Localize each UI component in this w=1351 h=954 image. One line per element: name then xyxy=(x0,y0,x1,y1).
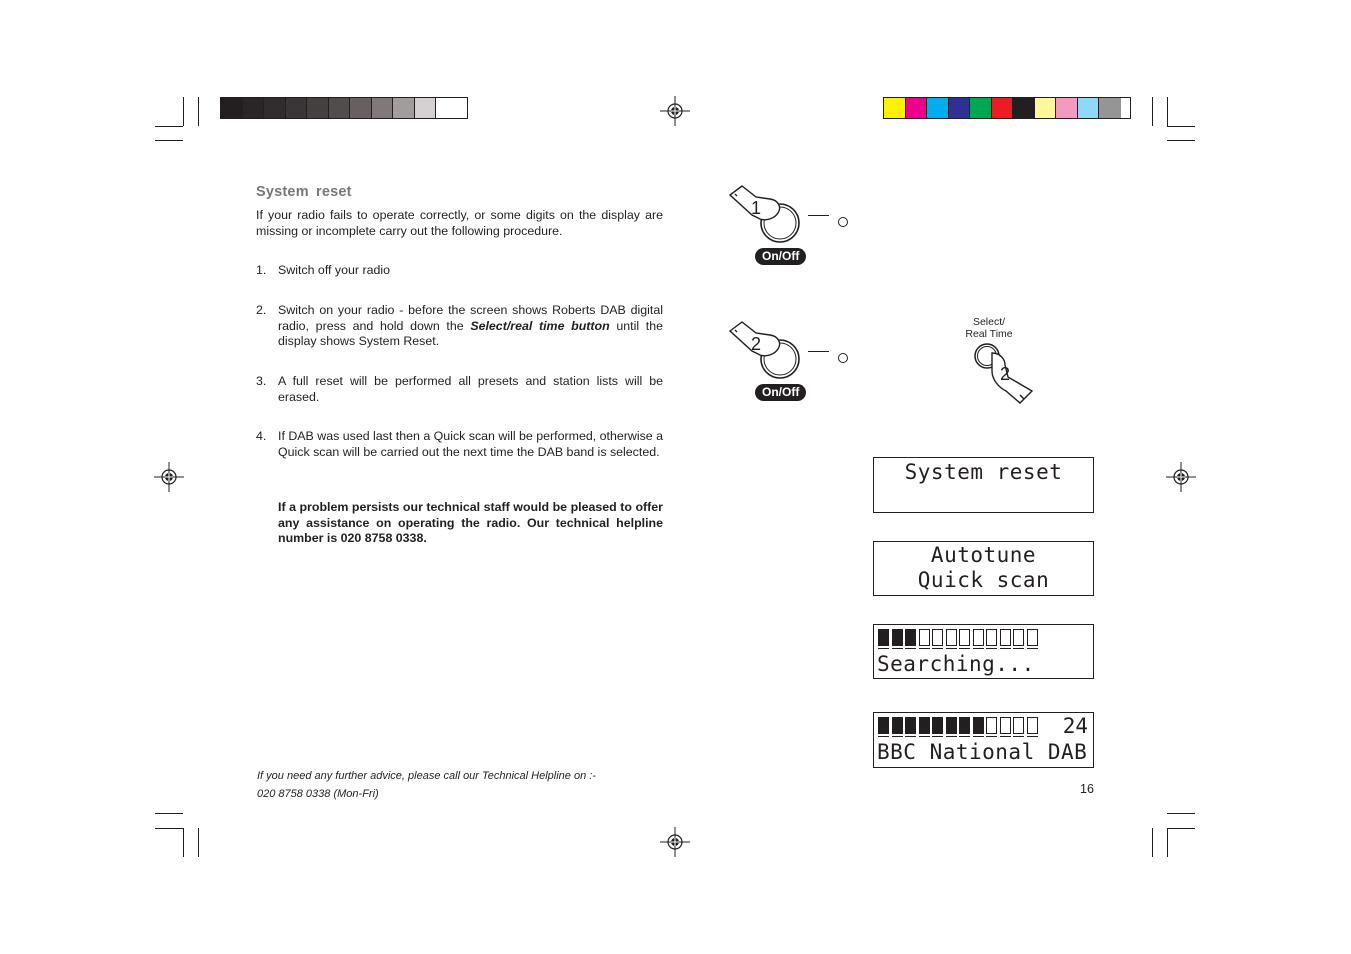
helpline-note: If a problem persists our technical staff would be pleased to offer any assistance on operating the radio. Our technical helpline number is 020 8758 0338. xyxy=(278,500,663,546)
color-swatch xyxy=(307,98,329,118)
registration-mark-icon xyxy=(660,96,690,126)
color-swatch xyxy=(1078,98,1100,118)
step-text: Switch on your radio - before the screen shows Roberts DAB digital radio, press and hold down the Select/real time button until the display shows System Reset. xyxy=(278,303,663,349)
station-count: 24 xyxy=(1062,714,1088,738)
lcd-line-2: Searching... xyxy=(877,652,1035,676)
intro-paragraph: If your radio fails to operate correctly, or some digits on the display are missing or incomplete carry out the following procedure. xyxy=(256,208,663,238)
color-swatch xyxy=(393,98,415,118)
lcd-line-1: System reset xyxy=(904,460,1063,484)
led-connector xyxy=(808,215,829,216)
progress-segment xyxy=(878,629,889,646)
registration-mark-icon xyxy=(1166,462,1196,492)
registration-mark-icon xyxy=(660,827,690,857)
color-swatch xyxy=(906,98,928,118)
led-connector xyxy=(808,351,829,352)
color-swatch xyxy=(221,98,243,118)
progress-segment xyxy=(1027,629,1038,646)
scan-progress-bar xyxy=(878,717,1040,734)
color-swatch xyxy=(1013,98,1035,118)
onoff-button-label: On/Off xyxy=(755,384,806,401)
progress-segment xyxy=(1000,629,1011,646)
lcd-screen-autotune xyxy=(873,541,1094,596)
color-swatch xyxy=(286,98,308,118)
color-swatch xyxy=(992,98,1014,118)
progress-segment xyxy=(1000,717,1011,734)
color-swatch xyxy=(970,98,992,118)
color-swatch xyxy=(350,98,372,118)
progress-segment xyxy=(959,629,970,646)
step-number: 3. xyxy=(256,374,267,388)
step-number: 2 xyxy=(751,334,762,354)
led-indicator-icon xyxy=(838,217,848,227)
step-number: 2. xyxy=(256,303,267,317)
step-number: 2 xyxy=(1000,364,1011,384)
progress-segment xyxy=(946,717,957,734)
progress-segment xyxy=(1027,717,1038,734)
lcd-line-1: Autotune xyxy=(930,543,1037,567)
step-number: 4. xyxy=(256,429,267,443)
list-item xyxy=(256,303,663,351)
select-button-emphasis: Select/real time button xyxy=(470,318,610,333)
color-swatch xyxy=(243,98,265,118)
step-number: 1 xyxy=(751,198,762,218)
color-swatch xyxy=(329,98,351,118)
scan-progress-bar xyxy=(878,629,1040,646)
step-text: Switch off your radio xyxy=(278,263,391,277)
led-indicator-icon xyxy=(838,353,848,363)
page-number: 16 xyxy=(1080,782,1094,796)
lcd-line-2: BBC National DAB xyxy=(877,740,1088,764)
progress-segment xyxy=(932,629,943,646)
step-text: If DAB was used last then a Quick scan will be performed, otherwise a Quick scan will be carried out the next time the DAB band is selected. xyxy=(278,429,663,459)
section-title: System reset xyxy=(256,184,352,200)
progress-segment xyxy=(1013,629,1024,646)
color-swatch xyxy=(949,98,971,118)
lcd-line-2: Quick scan xyxy=(917,568,1050,592)
footer-line-2: 020 8758 0338 (Mon-Fri) xyxy=(257,788,379,800)
lcd-screen-searching xyxy=(873,624,1094,679)
color-swatch xyxy=(927,98,949,118)
color-swatch xyxy=(1035,98,1057,118)
color-swatch xyxy=(264,98,286,118)
onoff-button-label: On/Off xyxy=(755,248,806,265)
progress-segment xyxy=(878,717,889,734)
progress-segment xyxy=(892,717,903,734)
registration-mark-icon xyxy=(154,462,184,492)
lcd-screen-system-reset xyxy=(873,457,1094,513)
footer-line-1: If you need any further advice, please call our Technical Helpline on :- xyxy=(257,770,596,782)
step-number: 1. xyxy=(256,263,267,277)
step-text: A full reset will be performed all presets and station lists will be erased. xyxy=(278,374,663,404)
progress-segment xyxy=(919,717,930,734)
color-swatch-bar xyxy=(883,97,1131,119)
progress-segment xyxy=(919,629,930,646)
hand-press-icon xyxy=(726,319,806,381)
grayscale-swatch-bar xyxy=(220,97,468,119)
select-label: Select/ Real Time xyxy=(965,316,1013,340)
progress-segment xyxy=(905,629,916,646)
progress-segment xyxy=(932,717,943,734)
progress-segment xyxy=(959,717,970,734)
progress-segment xyxy=(986,717,997,734)
list-item xyxy=(256,429,663,477)
color-swatch xyxy=(436,98,458,118)
hand-press-icon xyxy=(726,183,806,245)
lcd-screen-station-found xyxy=(873,712,1094,768)
color-swatch xyxy=(884,98,906,118)
progress-segment xyxy=(946,629,957,646)
color-swatch xyxy=(415,98,437,118)
color-swatch xyxy=(1056,98,1078,118)
list-item xyxy=(256,374,663,406)
progress-segment xyxy=(1013,717,1024,734)
color-swatch xyxy=(372,98,394,118)
progress-segment xyxy=(905,717,916,734)
progress-segment xyxy=(973,717,984,734)
color-swatch xyxy=(1099,98,1121,118)
progress-segment xyxy=(986,629,997,646)
list-item xyxy=(256,263,663,279)
progress-segment xyxy=(892,629,903,646)
progress-segment xyxy=(973,629,984,646)
